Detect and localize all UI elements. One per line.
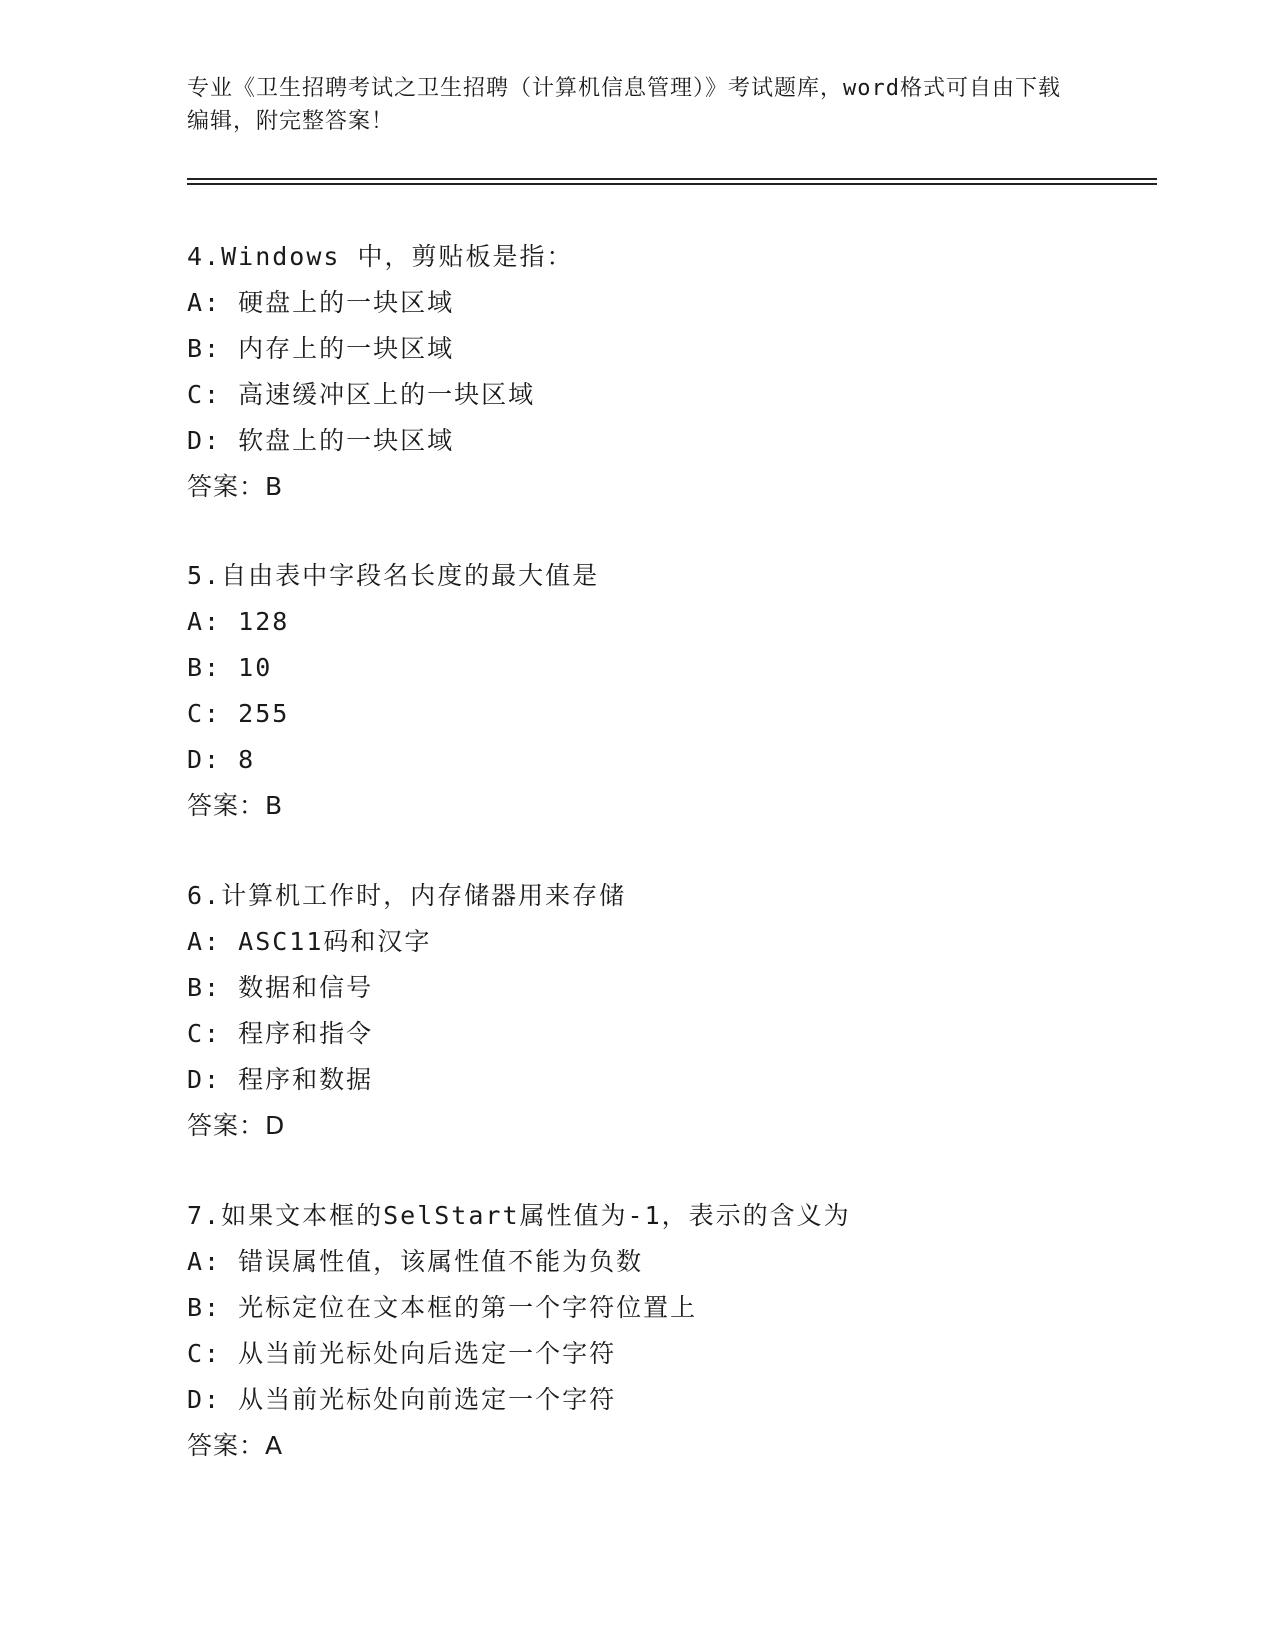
option-a: A: 错误属性值，该属性值不能为负数 — [187, 1247, 644, 1276]
option-c: C: 从当前光标处向后选定一个字符 — [187, 1339, 617, 1368]
answer-line: 答案：B — [187, 472, 284, 501]
question-4 — [187, 234, 1137, 510]
option-d: D: 8 — [187, 745, 256, 774]
option-a: A: 128 — [187, 607, 290, 636]
answer-line: 答案：B — [187, 791, 284, 820]
option-a: A: ASC11码和汉字 — [187, 927, 432, 956]
option-c: C: 高速缓冲区上的一块区域 — [187, 380, 536, 409]
option-d: D: 软盘上的一块区域 — [187, 426, 455, 455]
question-stem: 7.如果文本框的SelStart属性值为-1，表示的含义为 — [187, 1201, 851, 1230]
option-a: A: 硬盘上的一块区域 — [187, 288, 455, 317]
option-d: D: 从当前光标处向前选定一个字符 — [187, 1385, 617, 1414]
option-d: D: 程序和数据 — [187, 1065, 374, 1094]
document-header: 专业《卫生招聘考试之卫生招聘（计算机信息管理）》考试题库，word格式可自由下载编辑，附完整答案！ — [187, 76, 1061, 134]
question-stem: 6.计算机工作时，内存储器用来存储 — [187, 881, 627, 910]
answer-line: 答案：D — [187, 1111, 286, 1140]
header-divider-top — [187, 178, 1157, 180]
option-c: C: 255 — [187, 699, 290, 728]
option-b: B: 10 — [187, 653, 273, 682]
question-stem: 5.自由表中字段名长度的最大值是 — [187, 561, 600, 590]
answer-line: 答案：A — [187, 1431, 284, 1460]
option-b: B: 内存上的一块区域 — [187, 334, 455, 363]
option-c: C: 程序和指令 — [187, 1019, 374, 1048]
header-divider-bottom — [187, 183, 1157, 185]
question-5 — [187, 553, 1137, 829]
option-b: B: 光标定位在文本框的第一个字符位置上 — [187, 1293, 698, 1322]
option-b: B: 数据和信号 — [187, 973, 374, 1002]
question-6 — [187, 873, 1137, 1149]
question-7 — [187, 1193, 1137, 1469]
question-stem: 4.Windows 中，剪贴板是指： — [187, 242, 574, 271]
